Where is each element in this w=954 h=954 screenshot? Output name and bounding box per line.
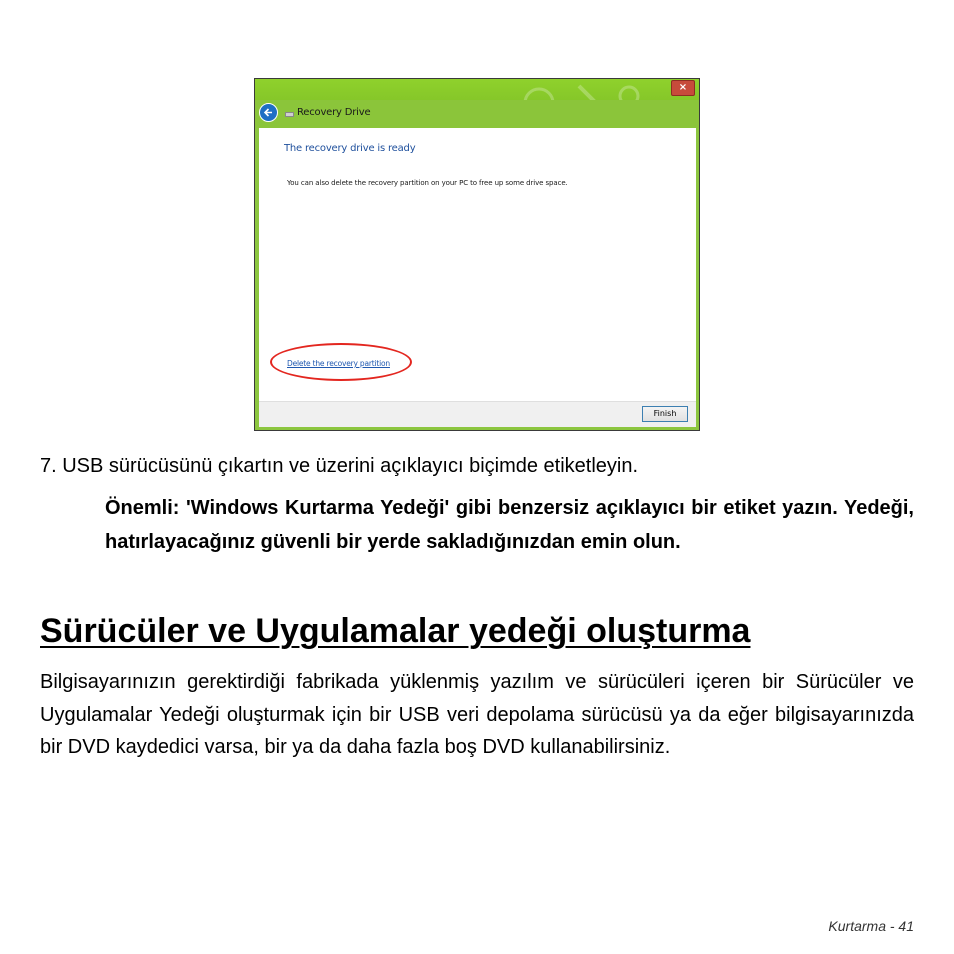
section-paragraph: Bilgisayarınızın gerektirdiği fabrikada yüklenmiş yazılım ve sürücüleri içeren bir Sürücüler ve Uygulamalar Yedeği oluşturmak için bir USB veri depolama sürücüsü ya da eğer bilgisayarınızda bir DVD kaydedici varsa, bir ya da daha fazla boş DVD kullanabilirsiniz. [40,671,914,758]
page-footer: Kurtarma - 41 [828,918,914,934]
wizard-footer [259,401,696,427]
window-header [255,100,699,128]
recovery-drive-screenshot [254,78,700,431]
wizard-body [259,128,696,401]
step-7-text: 7. USB sürücüsünü çıkartın ve üzerini açıklayıcı biçimde etiketleyin. [40,455,639,477]
wizard-heading: The recovery drive is ready [284,143,416,154]
delete-recovery-partition-link[interactable]: Delete the recovery partition [287,359,390,368]
important-note: Önemli: 'Windows Kurtarma Yedeği' gibi benzersiz açıklayıcı bir etiket yazın. Yedeği, hatırlayacağınız güvenli bir yerde sakladığınızdan emin olun. [105,497,914,553]
window-titlebar [255,79,699,100]
finish-button[interactable]: Finish [642,406,688,422]
section-heading: Sürücüler ve Uygulamalar yedeği oluşturma [40,612,751,650]
wizard-description: You can also delete the recovery partition on your PC to free up some drive space. [287,179,568,187]
window-title: Recovery Drive [297,107,371,118]
drive-icon [285,112,294,117]
close-icon[interactable]: × [671,80,695,96]
back-arrow-icon[interactable] [259,103,278,122]
